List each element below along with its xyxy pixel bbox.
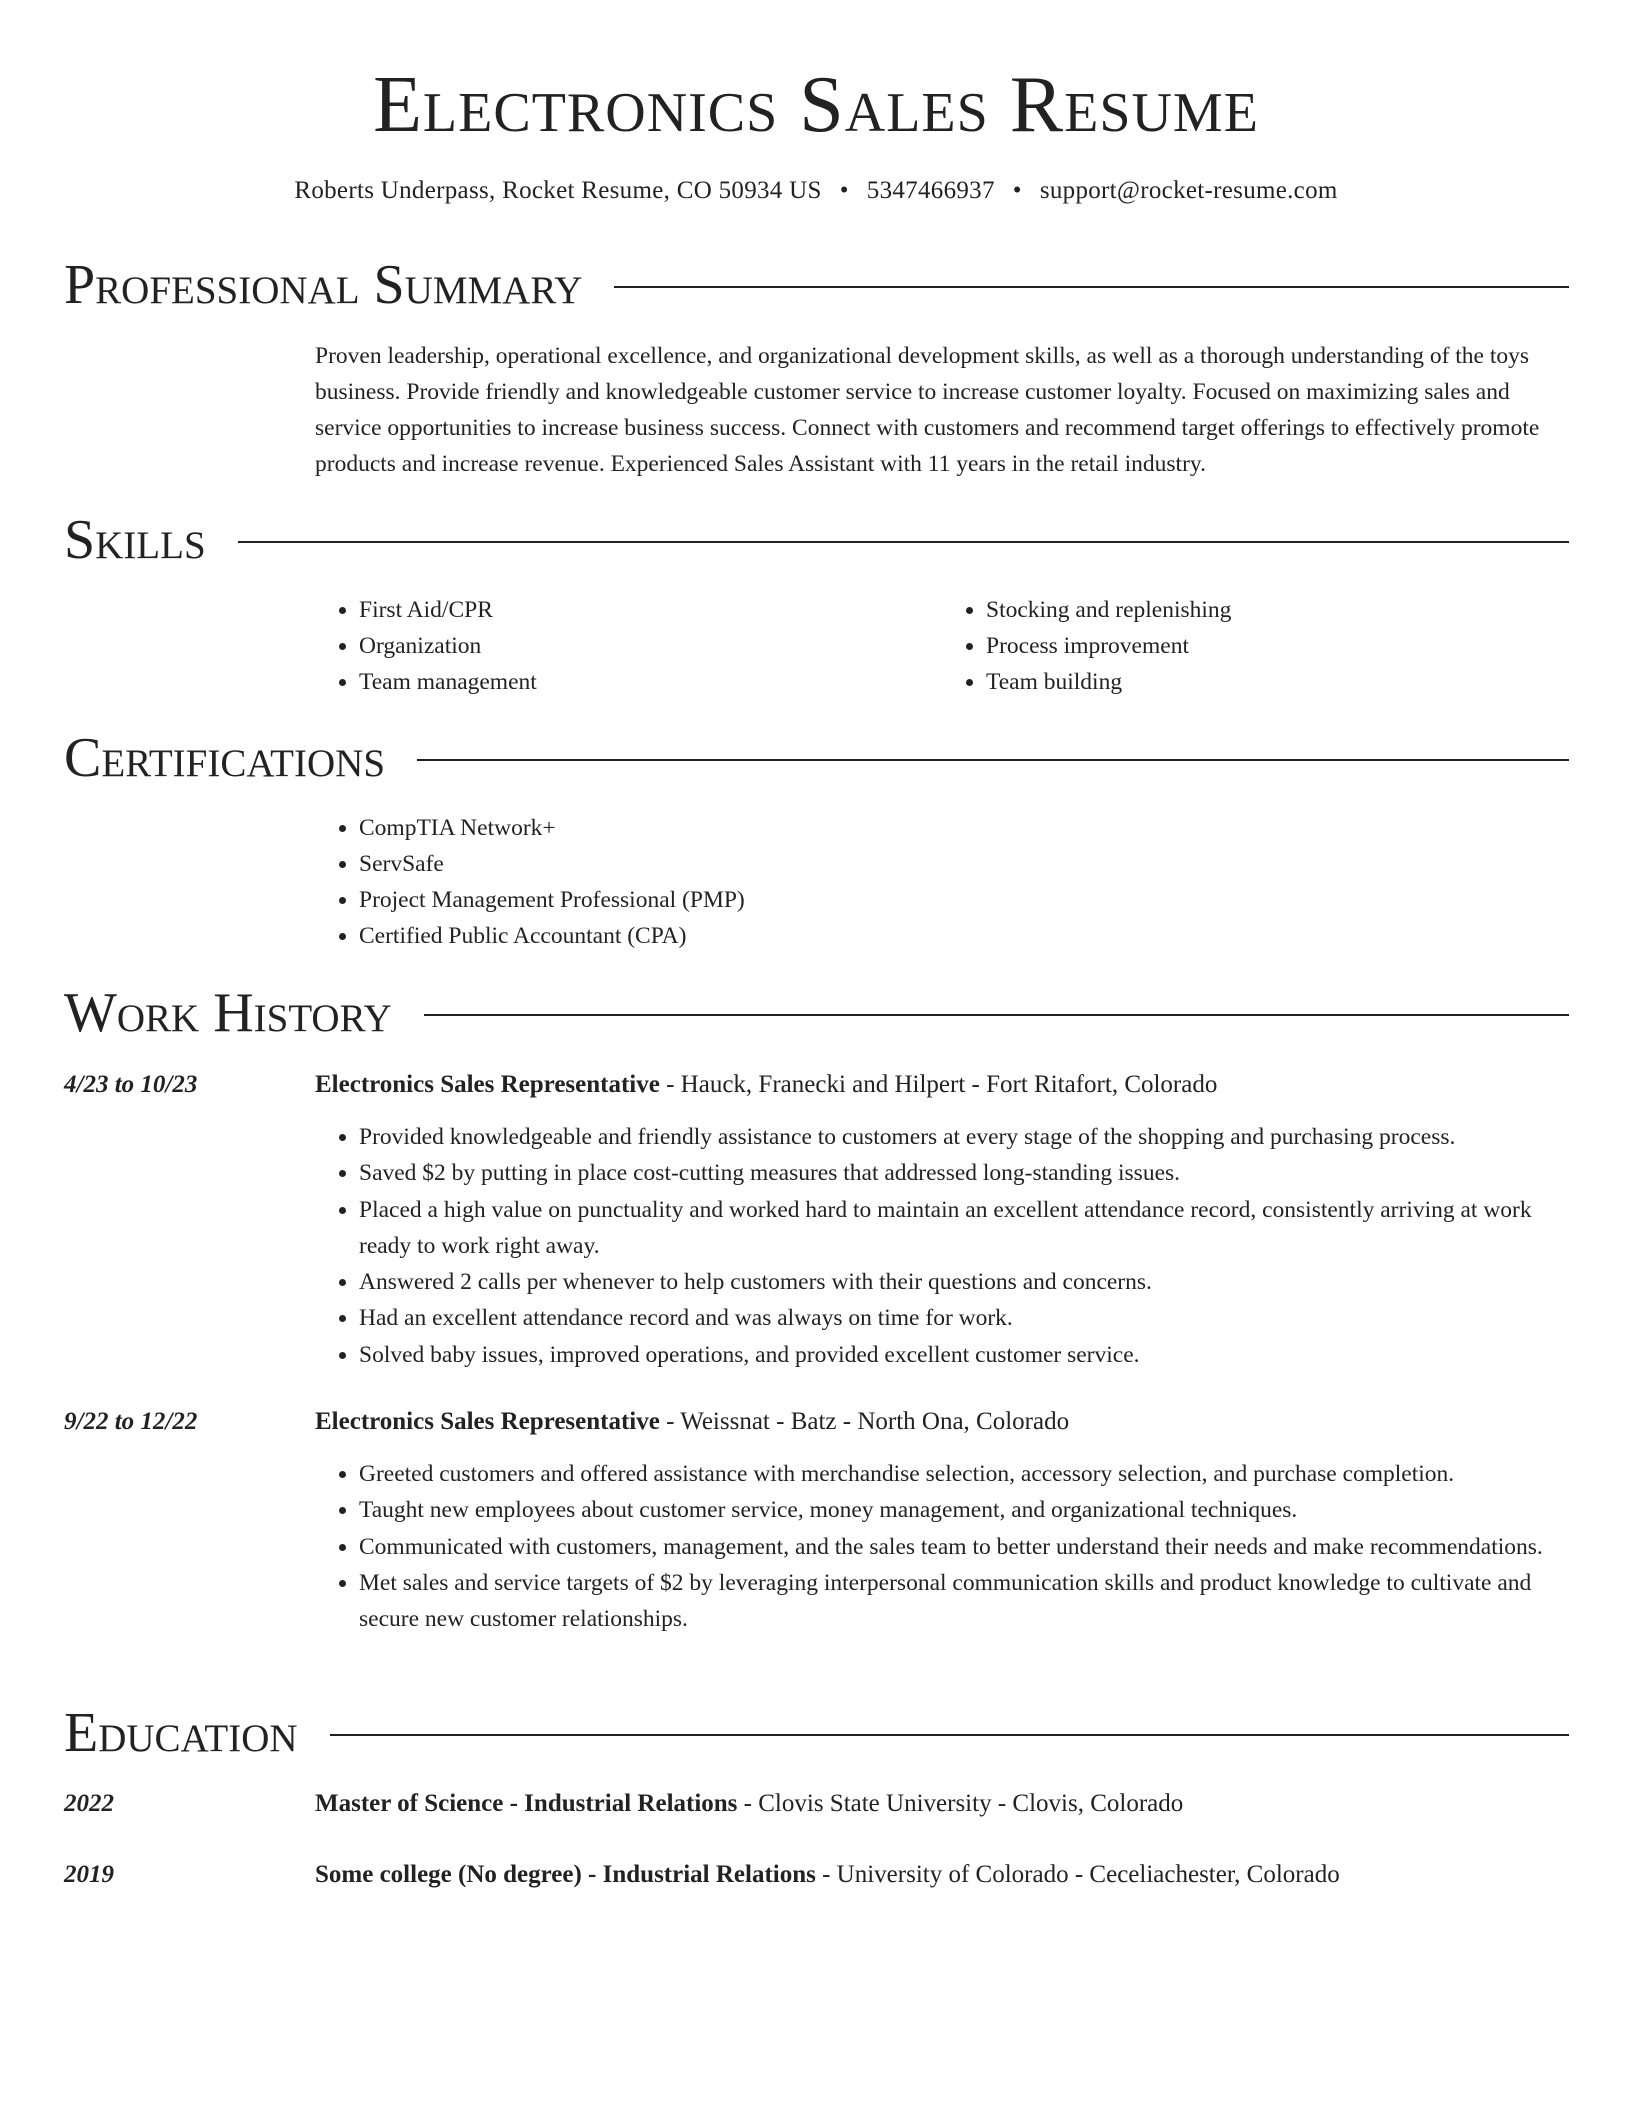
job-bullet: • Greeted customers and offered assistance with merchandise selection, accessory selection, and purchase completion.	[359, 1456, 1569, 1492]
certification-item: • Project Management Professional (PMP)	[359, 882, 1569, 918]
education-heading: Education	[64, 1702, 298, 1764]
section-divider	[330, 1734, 1569, 1736]
skills-list-right	[942, 592, 1569, 700]
summary-heading-row	[64, 250, 1569, 320]
certification-item: • ServSafe	[359, 846, 1569, 882]
job-details: - Hauck, Franecki and Hilpert - Fort Ritafort, Colorado	[659, 1071, 1218, 1098]
job-dates: 9/22 to 12/22	[64, 1408, 198, 1435]
education-details: - University of Colorado - Ceceliachester, Colorado	[815, 1861, 1340, 1888]
job-bullet: • Answered 2 calls per whenever to help customers with their questions and concerns.	[359, 1264, 1569, 1300]
summary-block	[315, 338, 1569, 482]
certification-item: • Certified Public Accountant (CPA)	[359, 918, 1569, 954]
summary-text: Proven leadership, operational excellence, and organizational development skills, as well as a thorough understanding of the toys business. Provide friendly and knowledgeable customer service to increase customer loyalty. Focused on maximizing sales and service opportunities to increase business success. Connect with customers and recommend target offerings to effectively promote products and increase revenue. Experienced Sales Assistant with 11 years in the retail industry.	[315, 343, 1540, 477]
education-line	[315, 1786, 1183, 1822]
certifications-heading-row	[64, 723, 1569, 793]
job-details: - Weissnat - Batz - North Ona, Colorado	[659, 1408, 1070, 1435]
section-divider	[614, 286, 1569, 288]
certifications-list	[315, 810, 1569, 954]
skill-item: • Organization	[359, 628, 942, 664]
job-bullet: • Had an excellent attendance record and was always on time for work.	[359, 1300, 1569, 1336]
job-dates: 4/23 to 10/23	[64, 1071, 198, 1098]
section-divider	[424, 1014, 1569, 1016]
skills-list-left	[315, 592, 942, 700]
section-divider	[238, 541, 1569, 543]
separator-dot: •	[839, 177, 849, 204]
skill-item: • Team building	[986, 664, 1569, 700]
separator-dot: •	[1012, 177, 1022, 204]
resume-title: Electronics Sales Resume	[373, 61, 1259, 149]
address: Roberts Underpass, Rocket Resume, CO 50934 US	[294, 177, 822, 204]
education-year: 2019	[64, 1861, 114, 1888]
job-title-line	[315, 1404, 1069, 1440]
skills-heading-row	[64, 505, 1569, 575]
certification-item: • CompTIA Network+	[359, 810, 1569, 846]
section-divider	[417, 759, 1569, 761]
job-bullets	[315, 1456, 1569, 1637]
email: support@rocket-resume.com	[1039, 177, 1338, 204]
job-title: Electronics Sales Representative	[315, 1071, 660, 1098]
skill-item: • Stocking and replenishing	[986, 592, 1569, 628]
education-degree: Some college (No degree) - Industrial Relations	[315, 1861, 816, 1888]
job-bullet: • Saved $2 by putting in place cost-cutting measures that addressed long-standing issues.	[359, 1155, 1569, 1191]
job-bullets	[315, 1119, 1569, 1373]
phone: 5347466937	[866, 177, 995, 204]
skill-item: • Team management	[359, 664, 942, 700]
summary-heading: Professional Summary	[64, 254, 583, 316]
certifications-block	[315, 810, 1569, 954]
job-bullet: • Placed a high value on punctuality and worked hard to maintain an excellent attendance record, consistently arriving at work ready to work right away.	[359, 1192, 1569, 1265]
job-bullet: • Met sales and service targets of $2 by leveraging interpersonal communication skills and product knowledge to cultivate and secure new customer relationships.	[359, 1565, 1569, 1638]
skill-item: • Process improvement	[986, 628, 1569, 664]
education-year: 2022	[64, 1790, 114, 1817]
job-title-line	[315, 1067, 1217, 1103]
education-details: - Clovis State University - Clovis, Colorado	[737, 1790, 1184, 1817]
skills-heading: Skills	[64, 509, 206, 571]
education-heading-row	[64, 1698, 1569, 1768]
job-bullet: • Provided knowledgeable and friendly assistance to customers at every stage of the shopping and purchasing process.	[359, 1119, 1569, 1155]
skills-block	[315, 592, 1569, 700]
job-bullet: • Solved baby issues, improved operations, and provided excellent customer service.	[359, 1337, 1569, 1373]
education-line	[315, 1857, 1340, 1893]
work-heading: Work History	[64, 982, 392, 1044]
education-degree: Master of Science - Industrial Relations	[315, 1790, 738, 1817]
certifications-heading: Certifications	[64, 727, 386, 789]
work-heading-row	[64, 978, 1569, 1048]
contact-line	[0, 174, 1632, 208]
job-bullet: • Communicated with customers, management, and the sales team to better understand their needs and make recommendations.	[359, 1529, 1569, 1565]
job-bullet: • Taught new employees about customer service, money management, and organizational techniques.	[359, 1492, 1569, 1528]
skill-item: • First Aid/CPR	[359, 592, 942, 628]
job-title: Electronics Sales Representative	[315, 1408, 660, 1435]
